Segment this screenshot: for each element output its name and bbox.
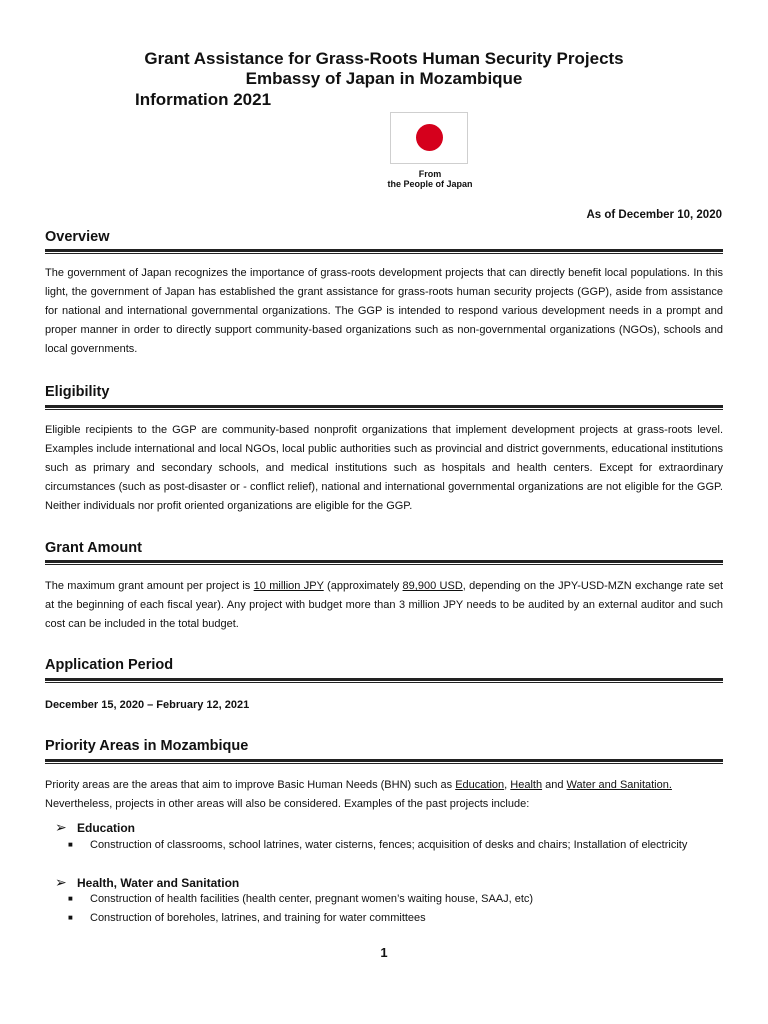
application-period-dates: December 15, 2020 – February 12, 2021 (45, 699, 250, 711)
priority-text-part: Priority areas are the areas that aim to improve Basic Human Needs (BHN) such as (45, 779, 456, 791)
health-water-group-heading (55, 874, 239, 891)
section-divider (45, 759, 723, 762)
list-item-text: Construction of health facilities (health center, pregnant women’s waiting house, SAAJ, etc) (90, 893, 534, 905)
priority-area-health: Health (510, 779, 543, 791)
group-title: Education (77, 821, 136, 835)
list-item (68, 837, 723, 854)
grant-amount-text (45, 577, 723, 634)
priority-area-education: Education (455, 779, 505, 791)
arrow-bullet-icon: ➢ (55, 874, 67, 890)
list-item (68, 891, 723, 908)
grant-text-part: , depending on the JPY-USD-MZN exchange rate set at the beginning of each fiscal year). Any project with budget more than 3 million JPY needs to be audited by an external auditor and such cost can be included in the total budget. (45, 580, 723, 630)
priority-areas-heading: Priority Areas in Mozambique (45, 738, 249, 754)
section-divider (45, 560, 723, 563)
application-period-heading: Application Period (45, 657, 174, 673)
square-bullet-icon: ■ (68, 840, 73, 849)
list-item-text: Construction of boreholes, latrines, and training for water committees (90, 912, 426, 924)
grant-text-part: (approximately (323, 580, 403, 592)
flag-sun-disc (416, 124, 443, 151)
priority-text-part: and (542, 779, 567, 791)
eligibility-text: Eligible recipients to the GGP are community-based nonprofit organizations that implement development projects at grass-roots level. Examples include international and local NGOs, local public authorities such as provincial and district governments, educational institutions such as primary and secondary schools, and medical institutions such as hospitals and health centers. Except for extraordinary circumstances (such as post-disaster or - conflict relief), national and international governmental organizations are not eligible for the GGP. Neither individuals nor profit oriented organizations are eligible for the GGP. (45, 424, 723, 512)
priority-text-part: , (504, 779, 511, 791)
priority-areas-text (45, 776, 723, 814)
max-amount-usd: 89,900 USD (402, 580, 463, 592)
as-of-date: As of December 10, 2020 (586, 209, 722, 221)
priority-text-part: Nevertheless, projects in other areas will also be considered. Examples of the past projects include: (45, 798, 530, 810)
grant-amount-heading: Grant Amount (45, 540, 142, 556)
eligibility-heading: Eligibility (45, 384, 110, 400)
group-title: Health, Water and Sanitation (77, 876, 240, 890)
document-title: Grant Assistance for Grass-Roots Human Security Projects (144, 49, 624, 68)
arrow-bullet-icon: ➢ (55, 819, 67, 835)
square-bullet-icon: ■ (68, 894, 73, 903)
list-item (68, 910, 723, 927)
grant-text-part: The maximum grant amount per project is (45, 580, 254, 592)
logo-caption-from: From (418, 169, 442, 179)
japan-flag-logo (390, 112, 468, 164)
logo-caption-people: the People of Japan (387, 179, 473, 189)
priority-area-water: Water and Sanitation. (566, 779, 672, 791)
logo-caption (385, 169, 475, 189)
page-number: 1 (380, 945, 388, 960)
overview-text: The government of Japan recognizes the importance of grass-roots development projects that can directly benefit local populations. In this light, the government of Japan has established the grant assistance for grass-roots human security projects (GGP), aside from assistance for national and international governmental organizations. The GGP is intended to respond various development needs in a prompt and proper manner in order to directly support community-based organizations such as non-governmental organizations (NGOs), schools and local governments. (45, 267, 723, 355)
overview-heading: Overview (45, 229, 110, 245)
section-divider (45, 678, 723, 681)
education-group-heading (55, 819, 135, 836)
section-divider (45, 405, 723, 408)
section-divider (45, 249, 723, 252)
document-info-year: Information 2021 (135, 90, 272, 109)
square-bullet-icon: ■ (68, 913, 73, 922)
document-subtitle: Embassy of Japan in Mozambique (245, 69, 523, 88)
max-amount-jpy: 10 million JPY (253, 580, 324, 592)
list-item-text: Construction of classrooms, school latrines, water cisterns, fences; acquisition of desks and chairs; Installation of electricity (90, 839, 688, 851)
